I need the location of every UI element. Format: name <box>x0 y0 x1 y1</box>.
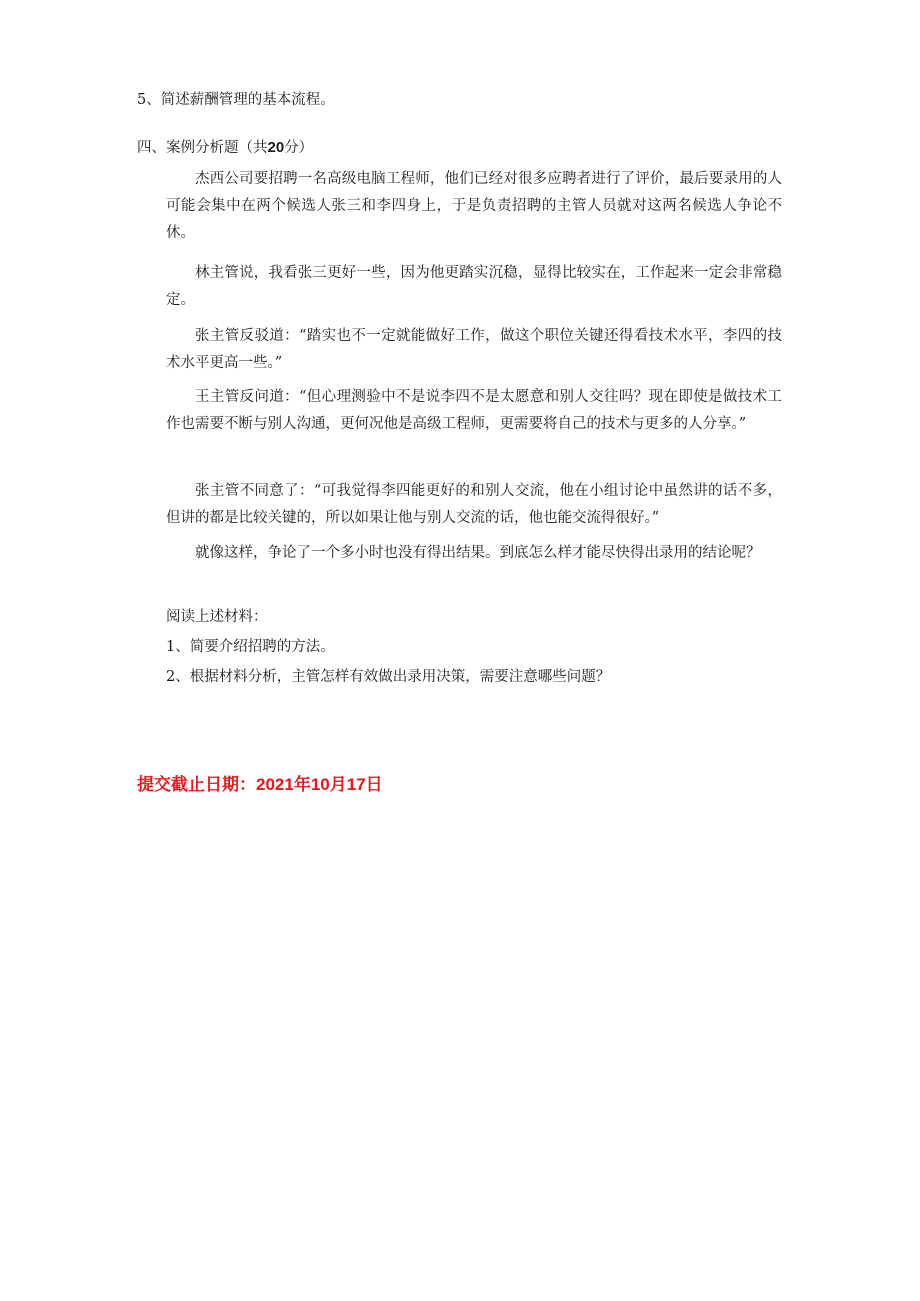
section-title-points: 20 <box>267 139 285 156</box>
case-paragraph: 王主管反问道：“但心理测验中不是说李四不是太愿意和别人交往吗？现在即使是做技术工作也需要不断与别人沟通，更何况他是高级工程师，更需要将自己的技术与更多的人分享。” <box>166 389 782 432</box>
submission-deadline: 提交截止日期：2021年10月17日 <box>137 775 383 794</box>
section-title-suffix: 分） <box>284 140 314 156</box>
case-paragraph: 杰西公司要招聘一名高级电脑工程师，他们已经对很多应聘者进行了评价，最后要录用的人可能会集中在两个候选人张三和李四身上，于是负责招聘的主管人员就对这两名候选人争论不休。 <box>166 171 782 241</box>
section-title-prefix: 四、案例分析题（共 <box>137 140 268 156</box>
case-paragraph: 就像这样，争论了一个多小时也没有得出结果。到底怎么样才能尽快得出录用的结论呢？ <box>195 545 761 561</box>
case-paragraph: 张主管反驳道：“踏实也不一定就能做好工作，做这个职位关键还得看技术水平，李四的技术水平更高一些。” <box>166 328 782 371</box>
question-item: 1、简要介绍招聘的方法。 <box>166 639 335 655</box>
question-5: 5、简述薪酬管理的基本流程。 <box>137 92 335 108</box>
case-paragraph: 张主管不同意了：“可我觉得李四能更好的和别人交流，他在小组讨论中虽然讲的话不多，但讲的都是比较关键的，所以如果让他与别人交流的话，他也能交流得很好。” <box>166 483 782 526</box>
question-item: 2、根据材料分析，主管怎样有效做出录用决策，需要注意哪些问题？ <box>166 669 611 685</box>
reading-prompt: 阅读上述材料： <box>166 609 268 625</box>
section-title <box>137 138 313 158</box>
case-paragraph: 林主管说，我看张三更好一些，因为他更踏实沉稳，显得比较实在，工作起来一定会非常稳定。 <box>166 265 782 308</box>
